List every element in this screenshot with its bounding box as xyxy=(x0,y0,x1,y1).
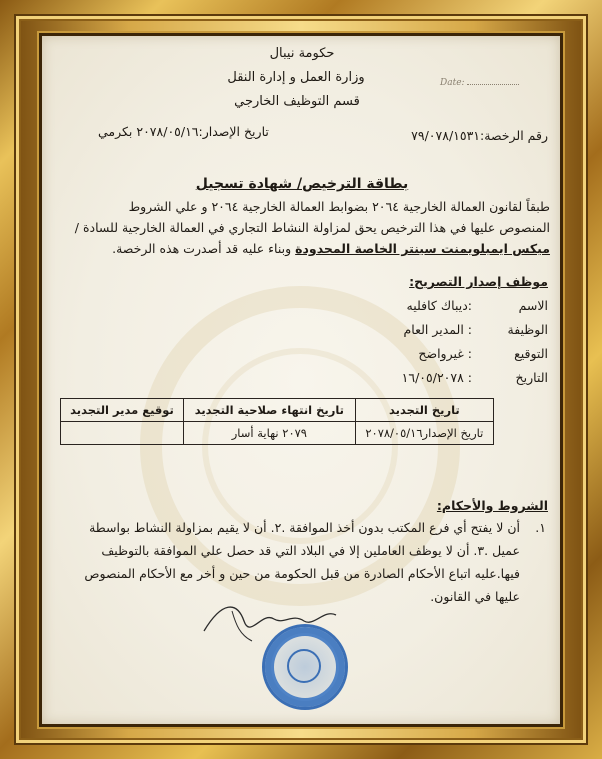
ministry-name: وزارة العمل و إدارة النقل xyxy=(227,70,365,85)
cell-renewal-expiry: ٢٠٧٩ نهاية أسار xyxy=(183,422,355,445)
issuer-date-value: : ١٦/٠٥/٢٠٧٨ xyxy=(401,370,472,385)
header-renewal-expiry: تاريخ انتهاء صلاحية التجديد xyxy=(183,399,355,422)
terms-line-2: عميل .٣. أن لا يوظف العاملين إلا في البلاد التي قد حصل علي الموافقة بالتوظيف xyxy=(101,543,520,558)
terms-line-4: عليها في القانون. xyxy=(430,589,520,604)
issuer-signature-value: : غيرواضح xyxy=(418,346,472,361)
body-line-1: طبقاً لقانون العمالة الخارجية ٢٠٦٤ بضوابط العمالة الخارجية ٢٠٦٤ و علي الشروط xyxy=(128,199,550,214)
terms-line-3: فيها.عليه اتباع الأحكام الصادرة من قبل الحكومة من حين و أخر مع الأحكام المنصوص xyxy=(84,566,520,581)
issuer-signature-label: التوقيع xyxy=(514,346,548,361)
issuer-position-value: : المدير العام xyxy=(403,322,472,337)
body-line-2: المنصوص عليها في هذا الترخيص يحق لمزاولة النشاط التجاري في العمالة الخارجية للسادة / xyxy=(74,220,550,235)
body-paragraph xyxy=(56,196,550,259)
renewal-table xyxy=(60,398,494,445)
seal-emblem-icon xyxy=(287,649,321,683)
header-renewal-date: تاريخ التجديد xyxy=(355,399,493,422)
government-name: حكومة نيبال xyxy=(269,46,335,61)
company-name: ميكس ايمبلويمنت سينتر الخاصة المحدودة xyxy=(295,241,550,256)
certificate-paper xyxy=(42,36,560,724)
issuer-date-label: التاريخ xyxy=(515,370,548,385)
department-name: قسم التوظيف الخارجي xyxy=(234,94,360,109)
terms-line-1: أن لا يفتح أي فرع المكتب بدون أخذ الموافقة .٢. أن لا يقيم بمزاولة النشاط بواسطة xyxy=(89,520,520,535)
cell-renewal-signature xyxy=(61,422,184,445)
document-title: بطاقة الترخيص/ شهادة تسجيل xyxy=(195,176,409,192)
body-line-3 xyxy=(56,238,550,259)
issuer-position-label: الوظيفة xyxy=(507,322,548,337)
cell-renewal-date: تاريخ الإصدار٢٠٧٨/٠٥/١٦ xyxy=(355,422,493,445)
body-line-3-rest: وبناء عليه قد أصدرت هذه الرخصة. xyxy=(112,241,292,256)
issuer-name-label: الاسم xyxy=(518,298,548,313)
date-field xyxy=(440,78,519,88)
license-number: رقم الرخصة:٧٩/٠٧٨/١٥٣١ xyxy=(411,128,548,143)
date-label: Date: xyxy=(440,78,465,88)
issuer-name-value: :ديباك كافليه xyxy=(406,298,472,313)
issue-date: تاريخ الإصدار:٢٠٧٨/٠٥/١٦ بكرمي xyxy=(98,124,269,139)
terms-number: ١. xyxy=(535,520,546,535)
renewal-table-header xyxy=(61,399,494,422)
official-seal xyxy=(262,624,348,710)
table-row xyxy=(61,422,494,445)
issuer-heading: موظف إصدار التصريح: xyxy=(409,274,548,289)
terms-heading: الشروط والأحكام: xyxy=(436,498,548,513)
header-renewal-signature: توقيع مدير التجديد xyxy=(61,399,184,422)
